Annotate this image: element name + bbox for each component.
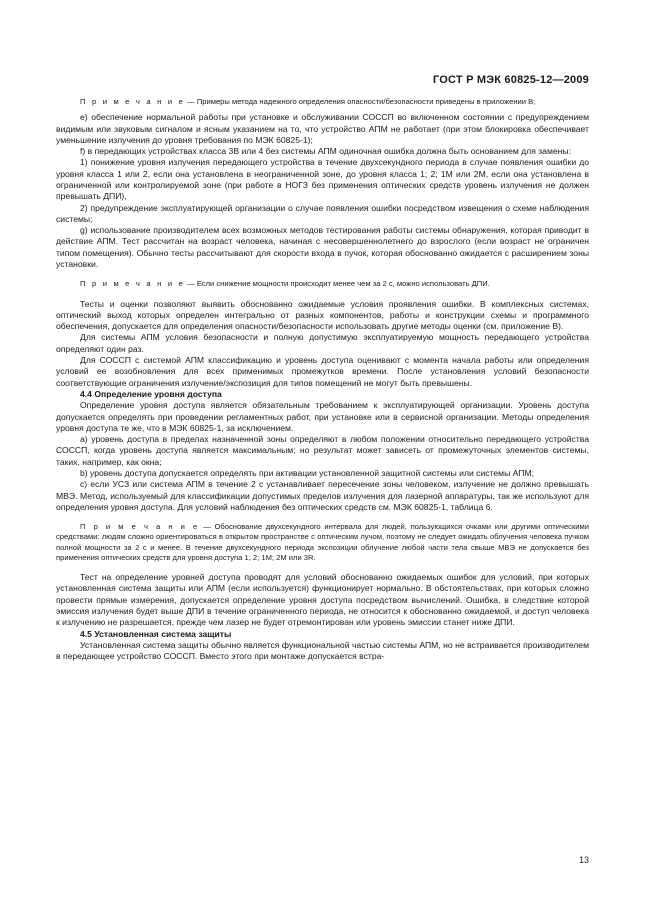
page-number: 13	[578, 855, 589, 865]
section-heading-4-5: 4.5 Установленная система защиты	[80, 628, 232, 639]
note-lead: П р и м е ч а н и е	[80, 522, 200, 532]
note-text: — Обоснование двухсекундного интервала для людей, пользующихся очками или другими оптическими средствами: людям сложно ориентироваться в открытом пространстве с оптическим лучом, поэтому не следует ожидать облучения человека пучком полной мощности за 2 с и менее. В течение двухсекундного периода экспозиции облучение любой части тела свыше МВЭ не допускается без применения оптических средств для уровня доступа 1; 2; 1М; 2М или 3R.	[56, 522, 589, 562]
note-lead: П р и м е ч а н и е	[80, 279, 185, 289]
note-text: — Если снижение мощности происходит менее чем за 2 с, можно использовать ДПИ.	[185, 279, 490, 289]
item-b: b) уровень доступа допускается определять при активации установленной защитной системы или системы АПМ;	[80, 468, 534, 479]
item-e: е) обеспечение нормальной работы при установке и обслуживании СОССП во включенном состоянии с предупреждением видимым или звуковым сигналом и ясным указанием на то, что устройство АПМ не работает (при этом блокировка обеспечивает уменьшение излучения до уровня требования по МЭК 60825-1);	[56, 112, 589, 145]
note-two-second	[56, 522, 589, 563]
note-examples	[56, 97, 589, 107]
paragraph-protection-system: Установленная система защиты обычно является функциональной частью системы АПМ, но не встраивается производителем в передающее устройство СОССП. Вместо этого при монтаже допускается встра-	[56, 639, 589, 662]
item-f: f) в передающих устройствах класса 3В или 4 без системы АПМ одиночная ошибка должна быть основанием для замены:	[80, 146, 571, 157]
paragraph-tests: Тесты и оценки позволяют выявить обоснованно ожидаемые условия проявления ошибки. В комплексных системах, оптический выход которых определен интегрально от разных компонентов, работы и конструкции схемы и программного обеспечения, допускается для определения опасности/безопасности использовать другие методы оценки (см. приложение В).	[56, 298, 589, 332]
item-c: с) если УСЗ или система АПМ в течение 2 с устанавливает пересечение зоны человеком, излучение не должно превышать МВЭ. Метод, используемый для классификации допустимых пределов излучения для лазерной аппаратуры, так же используют для определения уровня доступа. Для условий наблюдения без оптических средств см. МЭК 60825-1, таблица 6.	[56, 479, 589, 512]
standard-header: ГОСТ Р МЭК 60825-12—2009	[432, 74, 589, 86]
paragraph-apm-safety: Для системы АПМ условия безопасности и полную допустимую эксплуатируемую мощность передающего устройства определяют один раз.	[56, 332, 589, 354]
item-g: g) использование производителем всех возможных методов тестирования работы системы обнаружения, которая приводит в действие АПМ. Тест рассчитан на возраст человека, начиная с несовершеннолетнего до взрослого (если возраст не ограничен типом помещения). Обычно тесты рассчитывают для скорости входа в пучок, которая обоснованно ожидается с расширением зоны установки.	[56, 225, 589, 270]
item-f1: 1) понижение уровня излучения передающего устройства в течение двухсекундного периода в случае появления ошибки до уровня класса 1 или 2, если она установлена в неограниченной зоне, до уровня класса 1; 2; 1М или 2М, если она установлена в ограниченной или контролируемой зоне (при работе в НОГЗ без применения оптических средств уровень излучения не должен превышать ДПИ),	[56, 157, 589, 202]
note-power-reduction	[56, 279, 589, 289]
note-text: — Примеры метода надежного определения опасности/безопасности приведены в приложении В;	[185, 97, 536, 106]
page-body	[56, 97, 589, 662]
paragraph-access-level: Определение уровня доступа является обязательным требованием к эксплуатирующей организации. Уровень доступа допускается определять при проведении регламентных работ, при установке или в сервисной организации. Методы определения уровня доступа те же, что в МЭК 60825-1, за исключением.	[56, 400, 589, 433]
item-a: а) уровень доступа в пределах назначенной зоны определяют в любом положении относительно передающего устройства СОССП, когда уровень доступа является максимальным; но результат может зависеть от промежуточных элементов системы, таких, например, как окна;	[56, 434, 589, 467]
item-f2: 2) предупреждение эксплуатирующей организации о случае появления ошибки посредством извещения о схеме наблюдения системы;	[56, 202, 589, 224]
note-lead: П р и м е ч а н и е	[80, 97, 185, 106]
section-heading-4-4: 4.4 Определение уровня доступа	[80, 388, 222, 399]
paragraph-classification: Для СОССП с системой АПМ классификацию и уровень доступа оценивают с момента начала работы или определения условий ее возобновления для всех применимых промежутков времени. После установления условий безопасности соответствующие ограничения излучение/экспозиция для типов помещений не могут быть превышены.	[56, 355, 589, 388]
paragraph-access-test: Тест на определение уровней доступа проводят для условий обоснованно ожидаемых ошибок для условий, при которых установленная система защиты или АПМ (если используется) функционирует нормально. В обстоятельствах, при которых сложно провести прямые измерения, допускается определение уровня доступа посредством вычислений. Ошибка, в следствие которой эмиссия излучения будет выше ДПИ в течение ограниченного периода, не относится к обоснованно ожидаемой, и доступ человека к излучению не разрешается, прежде чем лазер не будет отремонтирован или уровень эмиссии станет ниже ДПИ.	[56, 572, 589, 628]
